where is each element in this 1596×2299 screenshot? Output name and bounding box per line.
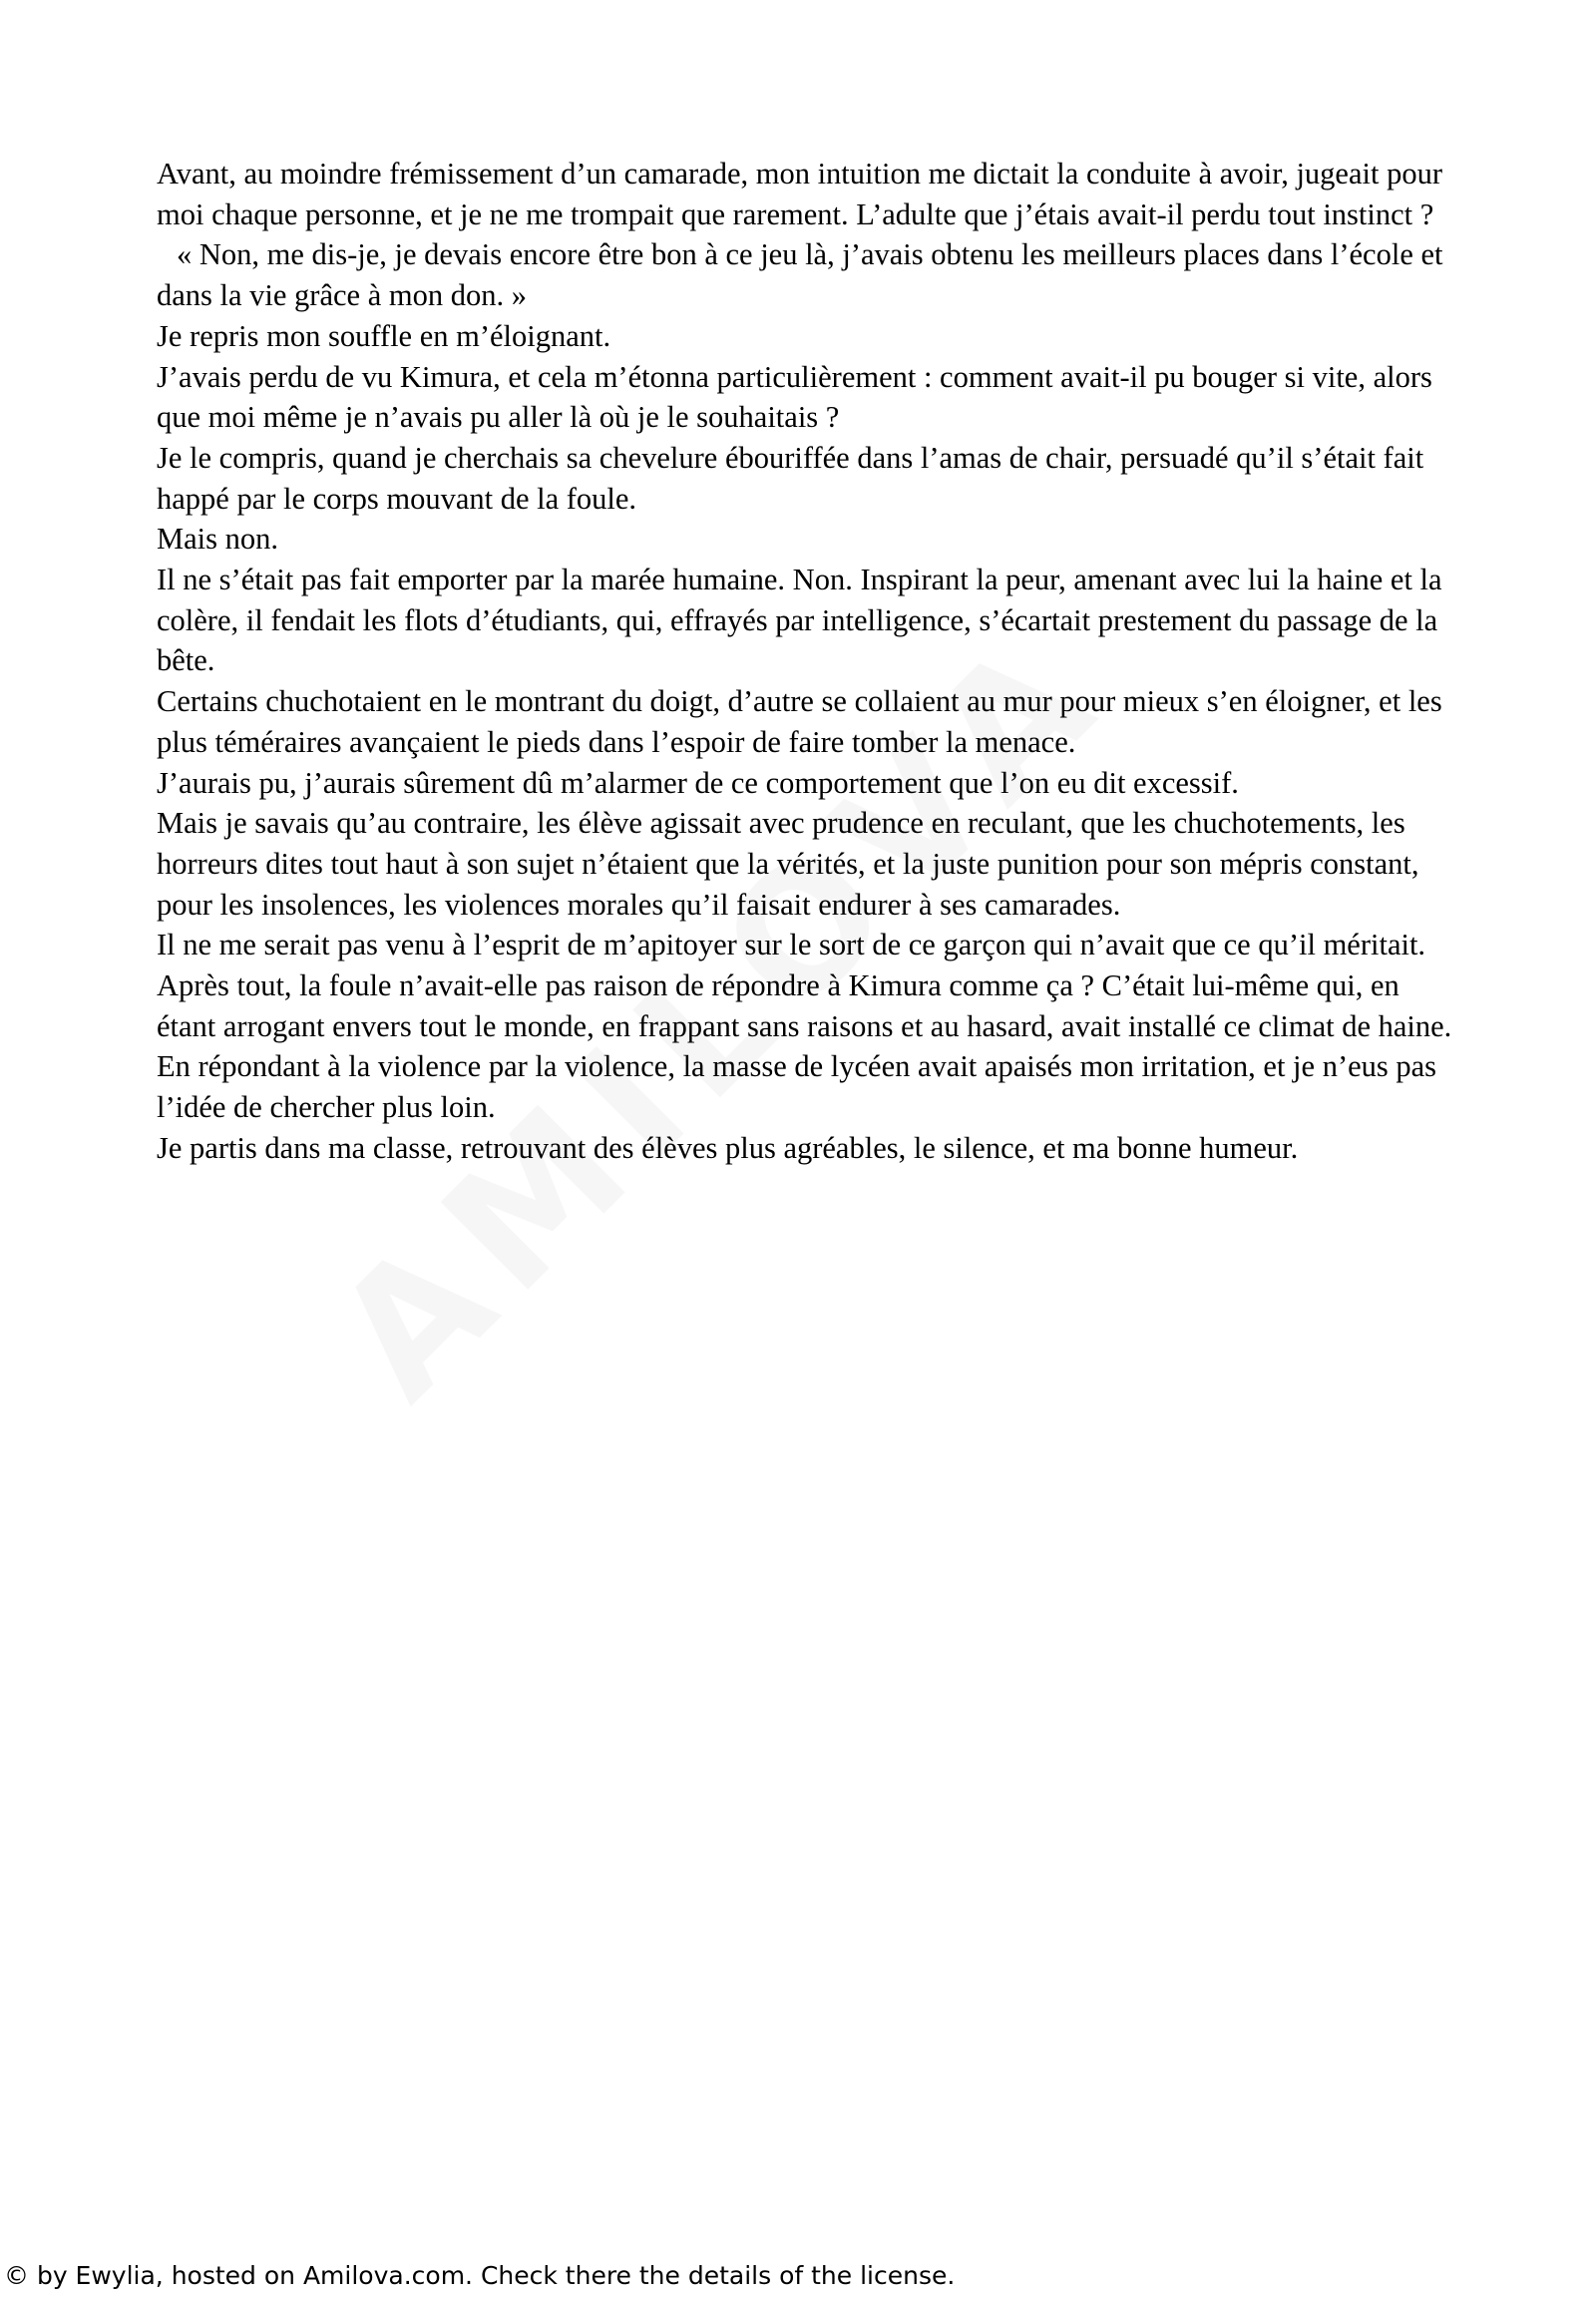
paragraph: J’avais perdu de vu Kimura, et cela m’étonna particulièrement : comment avait-il pu bouger si vite, alors que moi même je n’avais pu aller là où je le souhaitais ? — [157, 359, 1432, 435]
license-footer: © by Ewylia, hosted on Amilova.com. Check there the details of the license. — [4, 2261, 956, 2290]
paragraph: Je partis dans ma classe, retrouvant des élèves plus agréables, le silence, et ma bonne humeur. — [157, 1130, 1299, 1165]
paragraph: Il ne s’était pas fait emporter par la marée humaine. Non. Inspirant la peur, amenant avec lui la haine et la colère, il fendait les flots d’étudiants, qui, effrayés par intelligence, s’écartait prestement du passage de la bête. — [157, 563, 1442, 678]
paragraph: En répondant à la violence par la violence, la masse de lycéen avait apaisés mon irritation, et je n’eus pas l’idée de chercher plus loin. — [157, 1049, 1437, 1125]
paragraph: J’aurais pu, j’aurais sûrement dû m’alarmer de ce comportement que l’on eu dit excessif. — [157, 765, 1239, 800]
paragraph: Après tout, la foule n’avait-elle pas raison de répondre à Kimura comme ça ? C’était lui-même qui, en étant arrogant envers tout le monde, en frappant sans raisons et au hasard, avait installé ce climat de haine. — [157, 968, 1452, 1043]
paragraph: Certains chuchotaient en le montrant du doigt, d’autre se collaient au mur pour mieux s’en éloigner, et les plus téméraires avançaient le pieds dans l’espoir de faire tomber la menace. — [157, 684, 1442, 759]
paragraph: Je le compris, quand je cherchais sa chevelure ébouriffée dans l’amas de chair, persuadé qu’il s’était fait happé par le corps mouvant de la foule. — [157, 440, 1424, 516]
paragraph: Avant, au moindre frémissement d’un camarade, mon intuition me dictait la conduite à avoir, jugeait pour moi chaque personne, et je ne me trompait que rarement. L’adulte que j’étais avait-il perdu tout instinct ? — [157, 157, 1442, 231]
paragraph: Mais non. — [157, 522, 278, 557]
paragraph: Je repris mon souffle en m’éloignant. — [157, 318, 611, 353]
paragraph: Mais je savais qu’au contraire, les élève agissait avec prudence en reculant, que les chuchotements, les horreurs dites tout haut à son sujet n’étaient que la vérités, et la juste punition pour son mépris constant, pour les insolences, les violences morales qu’il faisait endurer à ses camarades. — [157, 806, 1419, 922]
story-text — [157, 154, 1453, 1169]
paragraph: « Non, me dis-je, je devais encore être bon à ce jeu là, j’avais obtenu les meilleurs places dans l’école et dans la vie grâce à mon don. » — [157, 237, 1443, 313]
paragraph: Il ne me serait pas venu à l’esprit de m’apitoyer sur le sort de ce garçon qui n’avait que ce qu’il méritait. — [157, 928, 1426, 962]
